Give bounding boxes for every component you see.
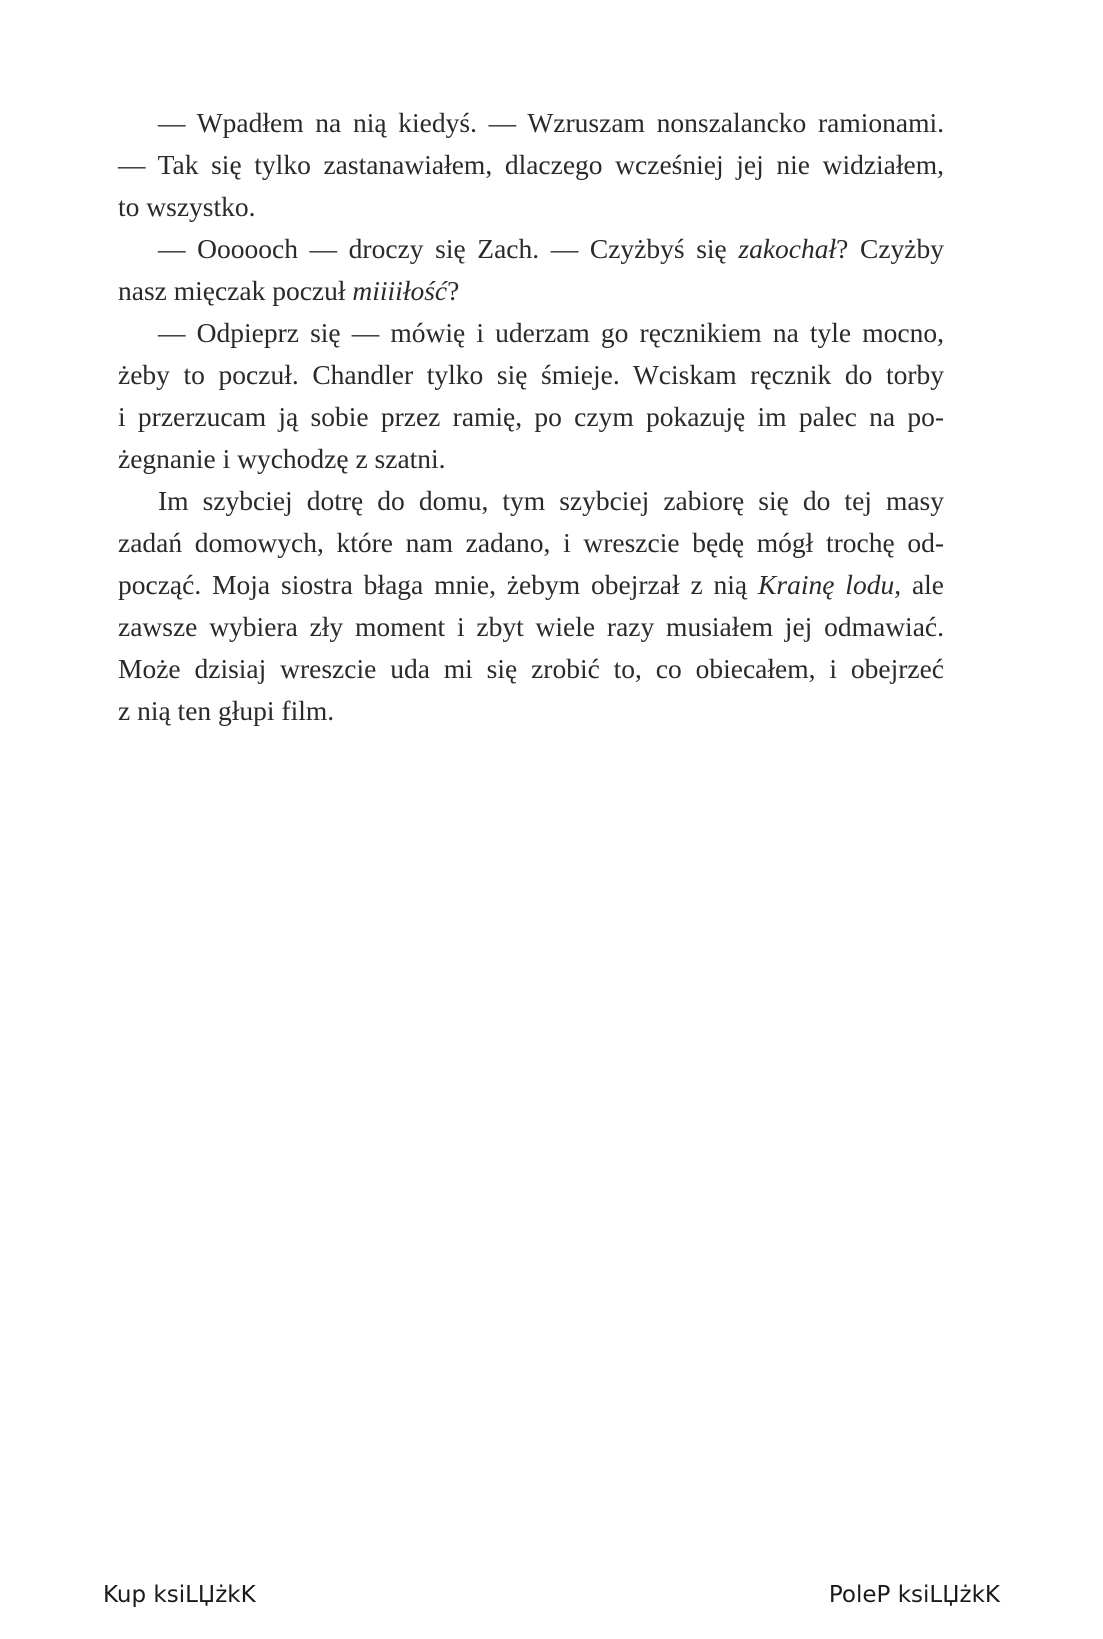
italic-text: Krainę lodu bbox=[758, 569, 895, 600]
text-line: żeby to poczuł. Chandler tylko się śmieje. Wciskam ręcznik do torby bbox=[118, 359, 944, 390]
text-run: nasz mięczak poczuł bbox=[118, 275, 353, 306]
text-line bbox=[118, 270, 944, 312]
text-line: — Tak się tylko zastanawiałem, dlaczego wcześniej jej nie widziałem, bbox=[118, 149, 944, 180]
recommend-book-link[interactable]: PoleP ksiLЏżkK bbox=[828, 1582, 1000, 1608]
text-line: zawsze wybiera zły moment i zbyt wiele razy musiałem jej odmawiać. bbox=[118, 611, 944, 642]
body-text bbox=[118, 102, 944, 732]
text-run: ? Czyżby bbox=[836, 233, 944, 264]
text-line: z nią ten głupi film. bbox=[118, 695, 335, 726]
text-run: począć. Moja siostra błaga mnie, żebym obejrzał z nią bbox=[118, 569, 759, 600]
text-line bbox=[118, 564, 944, 606]
text-run: — Oooooch — droczy się Zach. — Czyżbyś się bbox=[158, 233, 739, 264]
text-line: i przerzucam ją sobie przez ramię, po czym pokazuję im palec na po- bbox=[118, 401, 944, 432]
text-line: — Wpadłem na nią kiedyś. — Wzruszam nonszalancko ramionami. bbox=[158, 107, 944, 138]
text-line: Im szybciej dotrę do domu, tym szybciej zabiorę się do tej masy bbox=[158, 485, 944, 516]
italic-text: zakochał bbox=[738, 233, 837, 264]
text-line bbox=[118, 228, 944, 270]
text-line: — Odpieprz się — mówię i uderzam go ręcznikiem na tyle mocno, bbox=[158, 317, 944, 348]
text-line: zadań domowych, które nam zadano, i wreszcie będę mógł trochę od- bbox=[118, 527, 944, 558]
text-run: , ale bbox=[894, 569, 945, 600]
italic-text: miiiiłość bbox=[352, 275, 448, 306]
text-line: to wszystko. bbox=[118, 191, 256, 222]
buy-book-link[interactable]: Kup ksiLЏżkK bbox=[103, 1582, 256, 1608]
text-line: Może dzisiaj wreszcie uda mi się zrobić to, co obiecałem, i obejrzeć bbox=[118, 653, 944, 684]
text-line: żegnanie i wychodzę z szatni. bbox=[118, 443, 446, 474]
text-run: ? bbox=[447, 275, 460, 306]
